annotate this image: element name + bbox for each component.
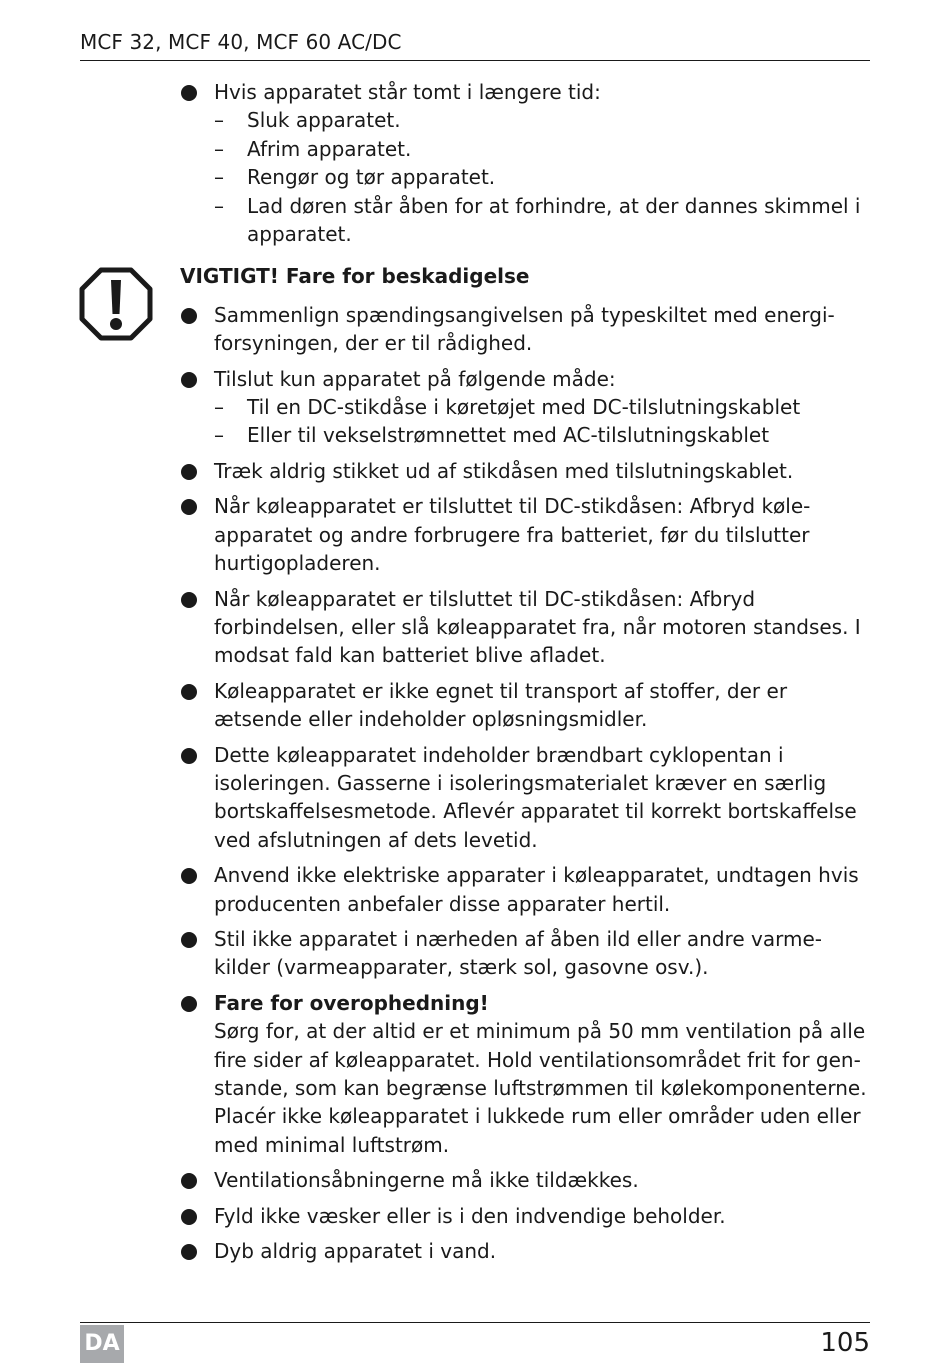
- list-item-overheating: [180, 989, 875, 1159]
- list-item: Fyld ikke væsker eller is i den indvendige beholder.: [180, 1202, 875, 1230]
- list-item: Tilslut kun apparatet på følgende måde:: [180, 365, 875, 393]
- list-item-idle: Hvis apparatet står tomt i længere tid:: [180, 78, 875, 106]
- list-item: Træk aldrig stikket ud af stikdåsen med tilslutningskablet.: [180, 457, 875, 485]
- list-item: Dette køleapparatet indeholder brændbart cyklopentan i isoleringen. Gasserne i isoleringsmaterialet kræver en særlig bortskaffelsesmetode. Aflevér apparatet til korrekt bortskaffelse ved afslutningen af dets levetid.: [180, 741, 875, 855]
- sub-item: – Lad døren står åben for at forhindre, at der dannes skimmel i apparatet.: [180, 192, 875, 249]
- warning-heading: VIGTIGT! Fare for beskadigelse: [180, 264, 530, 289]
- list-item: Dyb aldrig apparatet i vand.: [180, 1237, 875, 1265]
- list-item: Ventilationsåbningerne må ikke tildækkes.: [180, 1166, 875, 1194]
- language-badge: DA: [80, 1325, 124, 1363]
- sub-item: – Til en DC-stikdåse i køretøjet med DC-tilslutningskablet: [180, 393, 875, 421]
- list-item: Sammenlign spændingsangivelsen på typeskiltet med energi-forsyningen, der er til rådighed.: [180, 301, 875, 358]
- sub-item: – Eller til vekselstrømnettet med AC-tilslutningskablet: [180, 421, 875, 449]
- footer-divider: [80, 1322, 870, 1323]
- header-title: MCF 32, MCF 40, MCF 60 AC/DC: [80, 30, 402, 54]
- list-item: Stil ikke apparatet i nærheden af åben ild eller andre varme-kilder (varmeapparater, stærk sol, gasovne osv.).: [180, 925, 875, 982]
- list-item: Når køleapparatet er tilsluttet til DC-stikdåsen: Afbryd forbindelsen, eller slå køleapparatet fra, når motoren standses. I modsat fald kan batteriet blive afladet.: [180, 585, 875, 670]
- page-number: 105: [820, 1328, 870, 1358]
- list-item: Når køleapparatet er tilsluttet til DC-stikdåsen: Afbryd køle-apparatet og andre forbrugere fra batteriet, før du tilslutter hurtigopladeren.: [180, 492, 875, 577]
- list-item: Køleapparatet er ikke egnet til transport af stoffer, der er ætsende eller indeholder opløsningsmidler.: [180, 677, 875, 734]
- sub-item: – Afrim apparatet.: [180, 135, 875, 163]
- exclamation-octagon-icon: [78, 266, 154, 342]
- page-body: [180, 78, 875, 1272]
- page-header: [80, 30, 870, 61]
- overheating-title: Fare for overophedning!: [214, 990, 489, 1015]
- overheating-text: Sørg for, at der altid er et minimum på 50 mm ventilation på alle fire sider af køleapparatet. Hold ventilationsområdet frit for gen-stande, som kan begrænse luftstrømmen til kølekomponenterne. Placér ikke køleapparatet i lukkede rum eller områder uden eller med minimal luftstrøm.: [214, 1019, 867, 1157]
- list-item: Anvend ikke elektriske apparater i køleapparatet, undtagen hvis producenten anbefaler disse apparater hertil.: [180, 861, 875, 918]
- sub-item: – Rengør og tør apparatet.: [180, 163, 875, 191]
- sub-item: – Sluk apparatet.: [180, 106, 875, 134]
